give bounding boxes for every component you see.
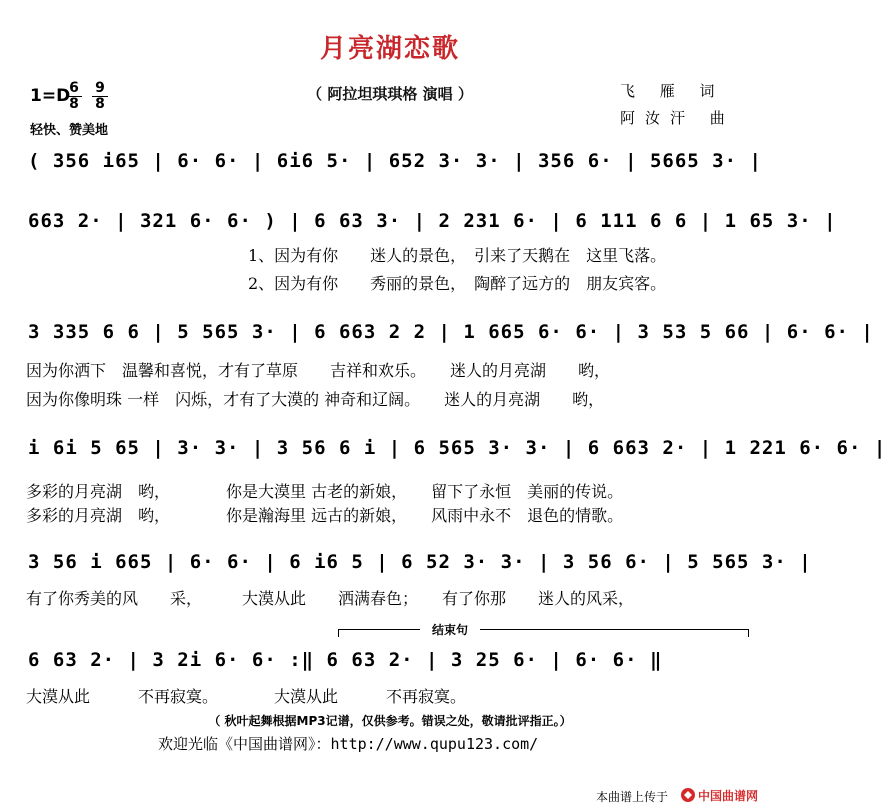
meter-denominator: 8 (95, 96, 105, 112)
time-signature-9-8 (90, 82, 110, 111)
upload-credit: 本曲谱上传于 (596, 790, 669, 804)
website-welcome: 欢迎光临《中国曲谱网》：http://www.qupu123.com/ (158, 735, 539, 753)
lyric-line: 2、因为有你 秀丽的景色， 陶醉了远方的 朋友宾客。 (248, 274, 667, 293)
performer-credit: （ 阿拉坦琪琪格 演唱 ） (307, 85, 473, 103)
ending-bracket-tick (338, 629, 339, 637)
notation-line: 663 2· | 321 6· 6· ) | 6 63 3· | 2 231 6· | 6 111 6 6 | 1 65 3· | (28, 210, 837, 232)
lyric-line: 大漠从此 不再寂寞。 大漠从此 不再寂寞。 (26, 687, 467, 706)
meter-denominator: 8 (69, 96, 79, 112)
notation-line: 3 335 6 6 | 5 565 3· | 6 663 2 2 | 1 665 6· 6· | 3 53 5 66 | 6· 6· | (28, 321, 874, 343)
lyric-line: 因为你像明珠 一样 闪烁，才有了大漠的 神奇和辽阔。 迷人的月亮湖 哟， (26, 390, 605, 409)
site-logo (680, 786, 772, 804)
notation-line: ( 356 i65 | 6· 6· | 6i6 5· | 652 3· 3· | 356 6· | 5665 3· | (28, 150, 762, 172)
meter-numerator: 6 (69, 80, 79, 96)
ending-bracket-tick (748, 629, 749, 637)
lyric-line: 因为你洒下 温馨和喜悦，才有了草原 吉祥和欢乐。 迷人的月亮湖 哟， (26, 361, 611, 380)
notation-line: 3 56 i 665 | 6· 6· | 6 i6 5 | 6 52 3· 3· | 3 56 6· | 5 565 3· | (28, 551, 812, 573)
tempo-marking: 轻快、赞美地 (30, 123, 109, 138)
composer-credit: 阿汝汗 曲 (620, 109, 735, 127)
lyric-line: 有了你秀美的风 采， 大漠从此 洒满春色； 有了你那 迷人的风采， (26, 589, 635, 608)
song-title: 月亮湖恋歌 (319, 34, 460, 64)
meter-numerator: 9 (95, 80, 105, 96)
lyric-line: 1、因为有你 迷人的景色， 引来了天鹅在 这里飞落。 (248, 246, 667, 265)
lyric-line: 多彩的月亮湖 哟， 你是瀚海里 远古的新娘， 风雨中永不 退色的情歌。 (26, 506, 624, 525)
svg-text:中国曲谱网: 中国曲谱网 (698, 789, 759, 803)
time-signature-6-8 (64, 82, 84, 111)
ending-bracket-line (338, 629, 748, 630)
ending-label: 结束句 (420, 621, 480, 638)
lyricist-credit: 飞 雁 词 (620, 82, 725, 100)
notation-line: 6 63 2· | 3 2i 6· 6· :‖ 6 63 2· | 3 25 6· | 6· 6· ‖ (28, 649, 663, 671)
transcription-note: （ 秋叶起舞根据MP3记谱，仅供参考。错误之处，敬请批评指正。） (208, 714, 572, 728)
key-signature: 1=D (30, 86, 71, 106)
lyric-line: 多彩的月亮湖 哟， 你是大漠里 古老的新娘， 留下了永恒 美丽的传说。 (26, 482, 624, 501)
notation-line: i 6i 5 65 | 3· 3· | 3 56 6 i | 6 565 3· 3· | 6 663 2· | 1 221 6· 6· | (28, 437, 886, 459)
